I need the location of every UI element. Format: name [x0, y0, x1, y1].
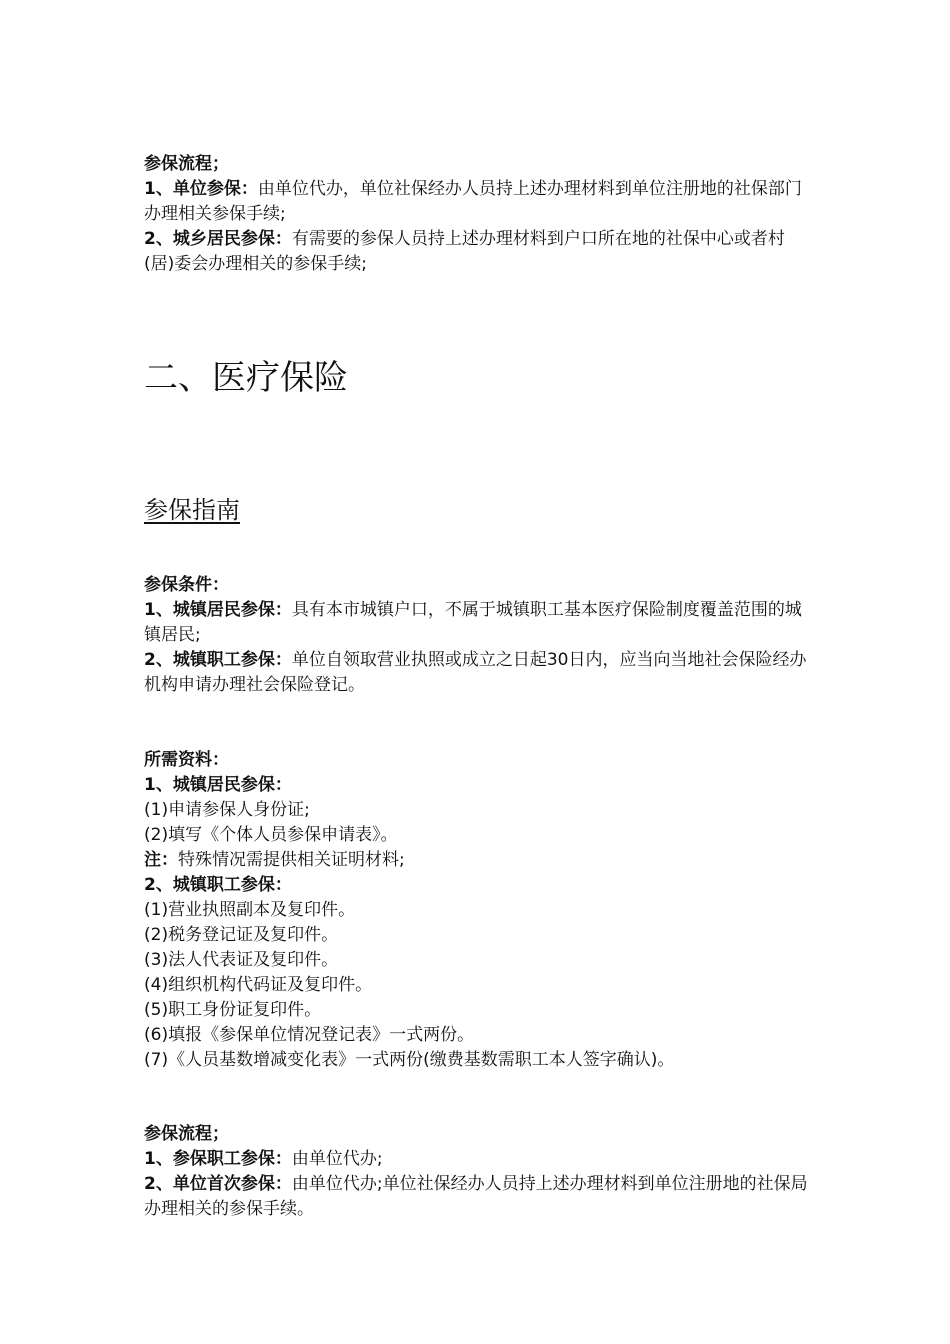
flow-item-1-text: 由单位代办，单位社保经办人员持上述办理材料到单位注册地的社保部门办理相关参保手续;: [144, 179, 802, 224]
materials-group-1-item: (1)申请参保人身份证;: [144, 800, 310, 820]
flow-item-2: [144, 227, 808, 277]
heading-insurance-guide: 参保指南: [144, 496, 240, 524]
materials-group-1-item: (2)填写《个体人员参保申请表》。: [144, 825, 398, 845]
flow-item-2-text: 由单位代办;单位社保经办人员持上述办理材料到单位注册地的社保局办理相关的参保手续。: [144, 1174, 808, 1219]
conditions-item-2: [144, 648, 808, 698]
flow-item-1-label: 1、单位参保：: [144, 179, 258, 199]
flow-item-1-label: 1、参保职工参保：: [144, 1149, 292, 1169]
materials-note-label: 注：: [144, 850, 178, 870]
flow-section-pension: [144, 152, 808, 277]
conditions-section: [144, 573, 808, 698]
flow-item-1: [144, 177, 808, 227]
flow-section-medical: [144, 1122, 808, 1222]
conditions-title: 参保条件：: [144, 575, 229, 595]
materials-group-2-item: (3)法人代表证及复印件。: [144, 950, 339, 970]
materials-group-2-item: (2)税务登记证及复印件。: [144, 925, 339, 945]
flow-title: 参保流程；: [144, 1124, 229, 1144]
flow-item-2: [144, 1172, 808, 1222]
materials-group-2-item: (4)组织机构代码证及复印件。: [144, 975, 373, 995]
flow-item-1-text: 由单位代办;: [291, 1149, 383, 1169]
materials-group-1-label: 1、城镇居民参保：: [144, 775, 292, 795]
flow-title: 参保流程；: [144, 154, 229, 174]
materials-section: [144, 748, 808, 1073]
materials-note: [144, 848, 808, 873]
flow-item-1: [144, 1147, 808, 1172]
flow-item-2-label: 2、单位首次参保：: [144, 1174, 292, 1194]
conditions-item-1-label: 1、城镇居民参保：: [144, 600, 292, 620]
conditions-item-1: [144, 598, 808, 648]
materials-title: 所需资料：: [144, 750, 229, 770]
materials-group-2-label: 2、城镇职工参保：: [144, 875, 292, 895]
materials-note-text: 特殊情况需提供相关证明材料;: [178, 850, 405, 870]
materials-group-2-item: (6)填报《参保单位情况登记表》一式两份。: [144, 1025, 475, 1045]
conditions-item-2-text: 单位自领取营业执照或成立之日起30日内，应当向当地社会保险经办机构申请办理社会保险登记。: [144, 650, 807, 695]
materials-group-2-item: (5)职工身份证复印件。: [144, 1000, 322, 1020]
materials-group-2-item: (1)营业执照副本及复印件。: [144, 900, 356, 920]
flow-item-2-label: 2、城乡居民参保：: [144, 229, 292, 249]
heading-medical-insurance: 二、医疗保险: [144, 358, 348, 398]
flow-item-2-text: 有需要的参保人员持上述办理材料到户口所在地的社保中心或者村(居)委会办理相关的参保手续;: [144, 229, 785, 274]
conditions-item-1-text: 具有本市城镇户口，不属于城镇职工基本医疗保险制度覆盖范围的城镇居民;: [144, 600, 802, 645]
materials-group-2-item: (7)《人员基数增减变化表》一式两份(缴费基数需职工本人签字确认)。: [144, 1050, 675, 1070]
conditions-item-2-label: 2、城镇职工参保：: [144, 650, 292, 670]
